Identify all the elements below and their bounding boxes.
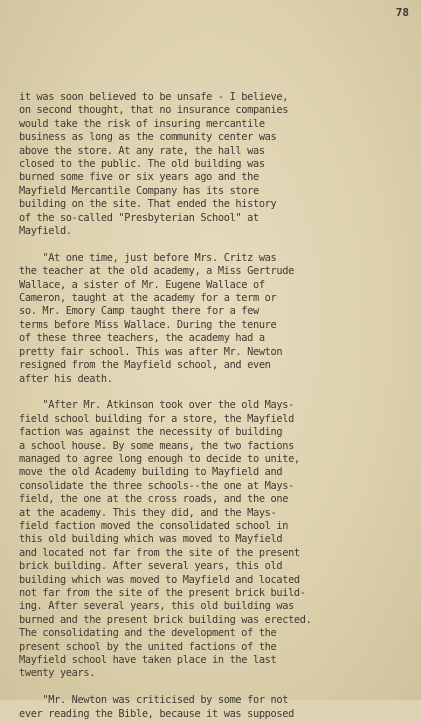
- text-line: building on the site. That ended the history: [19, 198, 277, 211]
- text-line: twenty years.: [19, 667, 96, 680]
- text-line: Mayfield.: [19, 225, 72, 238]
- text-line: field school building for a store, the Mayfield: [19, 412, 294, 425]
- text-line: pretty fair school. This was after Mr. Newton: [19, 345, 283, 358]
- text-line: and located not far from the site of the present: [19, 546, 300, 559]
- text-line: The consolidating and the development of the: [19, 627, 277, 640]
- text-line: "At one time, just before Mrs. Critz was: [19, 251, 277, 264]
- text-line: building which was moved to Mayfield and located: [19, 573, 300, 586]
- text-line: faction was against the necessity of building: [19, 426, 283, 439]
- text-line: move the old Academy building to Mayfield and: [19, 466, 283, 479]
- text-line: consolidate the three schools--the one at Mays-: [19, 479, 294, 492]
- page-number: 78: [395, 6, 409, 19]
- paragraph-gap: [19, 386, 419, 399]
- text-line: ing. After several years, this old building was: [19, 600, 294, 613]
- text-line: brick building. After several years, this old: [19, 560, 283, 573]
- text-line: burned some five or six years ago and the: [19, 171, 259, 184]
- text-line: field faction moved the consolidated school in: [19, 519, 289, 532]
- text-line: after his death.: [19, 372, 113, 385]
- text-line: managed to agree long enough to decide to unite,: [19, 452, 300, 465]
- paragraph: [19, 399, 419, 681]
- text-line: this old building which was moved to Mayfield: [19, 533, 283, 546]
- text-line: terms before Miss Wallace. During the tenure: [19, 318, 277, 331]
- text-line: Cameron, taught at the academy for a term or: [19, 292, 277, 305]
- paragraph-gap: [19, 238, 419, 251]
- text-line: field, the one at the cross roads, and the one: [19, 493, 289, 506]
- text-line: not far from the site of the present brick build-: [19, 587, 306, 599]
- text-line: of the so-called "Presbyterian School" at: [19, 211, 259, 224]
- paragraph-gap: [19, 681, 419, 694]
- text-line: present school by the united factions of the: [19, 640, 277, 653]
- text-line: resigned from the Mayfield school, and even: [19, 359, 271, 372]
- paragraph: [19, 694, 419, 721]
- document-body: [19, 91, 419, 721]
- text-line: Mayfield school have taken place in the last: [19, 654, 277, 667]
- text-line: would take the risk of insuring mercantile: [19, 117, 265, 130]
- text-line: ever reading the Bible, because it was supposed: [19, 707, 294, 720]
- text-line: on second thought, that no insurance companies: [19, 104, 289, 117]
- text-line: business as long as the community center was: [19, 131, 277, 144]
- text-line: Mayfield Mercantile Company has its store: [19, 184, 259, 197]
- text-line: it was soon believed to be unsafe - I believe,: [19, 91, 289, 103]
- text-line: a school house. By some means, the two factions: [19, 439, 294, 452]
- text-line: Wallace, a sister of Mr. Eugene Wallace of: [19, 278, 265, 291]
- text-line: of these three teachers, the academy had a: [19, 332, 265, 345]
- paragraph: [19, 91, 419, 238]
- text-line: "After Mr. Atkinson took over the old Mays-: [19, 399, 294, 412]
- text-line: so. Mr. Emory Camp taught there for a few: [19, 305, 259, 318]
- text-line: "Mr. Newton was criticised by some for not: [19, 694, 289, 707]
- text-line: burned and the present brick building was erected.: [19, 613, 312, 626]
- text-line: the teacher at the old academy, a Miss Gertrude: [19, 265, 294, 278]
- text-line: at the academy. This they did, and the Mays-: [19, 506, 277, 519]
- text-line: above the store. At any rate, the hall was: [19, 144, 265, 157]
- paragraph: [19, 252, 419, 386]
- text-line: closed to the public. The old building was: [19, 158, 265, 171]
